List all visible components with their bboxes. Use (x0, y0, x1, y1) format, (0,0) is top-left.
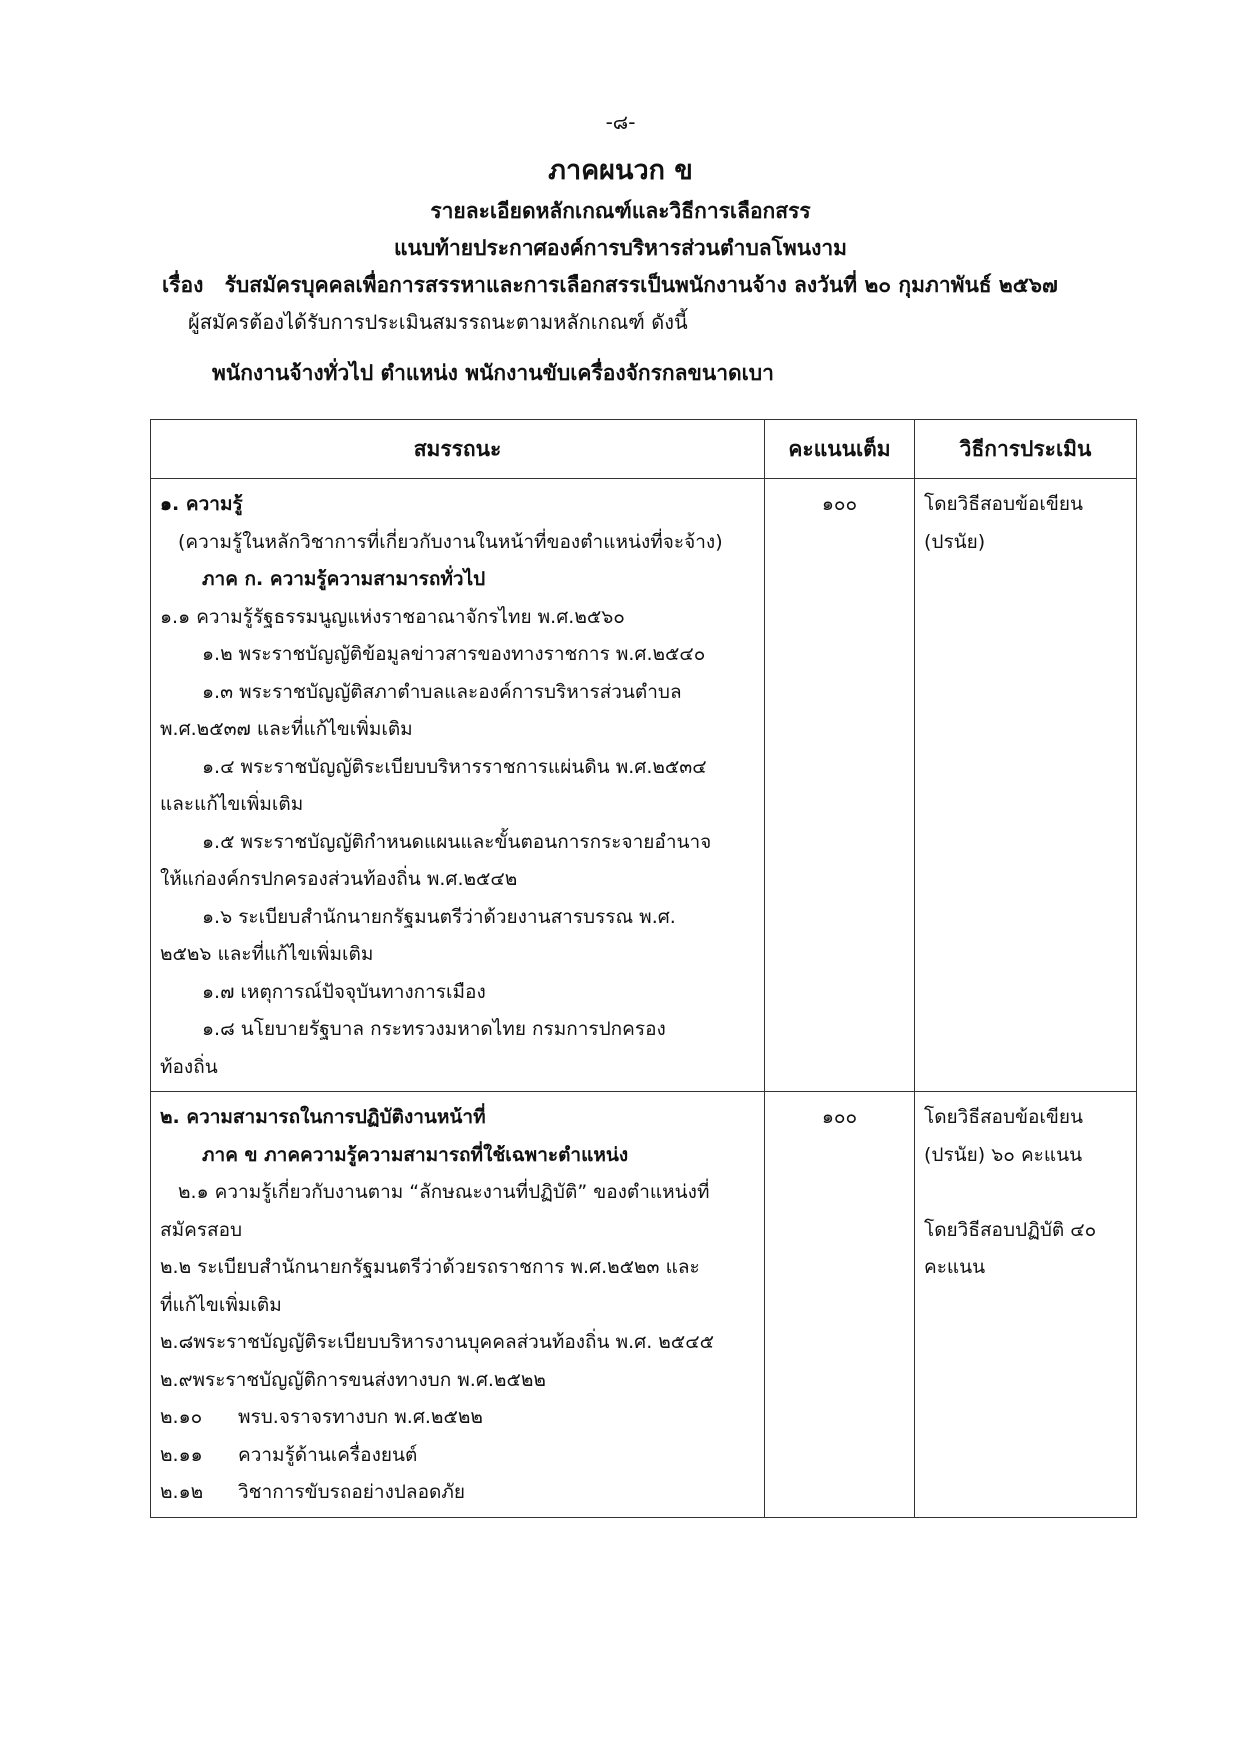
list-item: ๑.๗ เหตุการณ์ปัจจุบันทางการเมือง (202, 980, 486, 1003)
page-number: -๘- (605, 110, 636, 134)
list-item: ๑.๕ พระราชบัญญัติกำหนดแผนและขั้นตอนการกระจายอำนาจ (202, 830, 712, 853)
position-line: พนักงานจ้างทั่วไป ตำแหน่ง พนักงานขับเครื่องจักรกลขนาดเบา (212, 361, 774, 385)
list-item: ๒.๒ ระเบียบสำนักนายกรัฐมนตรีว่าด้วยรถราชการ พ.ศ.๒๕๒๓ และ (160, 1256, 700, 1278)
list-item-number: ๒.๑๒ (160, 1481, 204, 1503)
competency-part: ภาค ก. ความรู้ความสามารถทั่วไป (202, 568, 486, 590)
list-item-continued: พ.ศ.๒๕๓๗ และที่แก้ไขเพิ่มเติม (160, 718, 413, 740)
method-text: โดยวิธีสอบข้อเขียน (924, 1106, 1084, 1128)
subject-text: รับสมัครบุคคลเพื่อการสรรหาและการเลือกสรรเป็นพนักงานจ้าง ลงวันที่ ๒๐ กุมภาพันธ์ ๒๕๖๗ (224, 273, 1058, 297)
intro-text: ผู้สมัครต้องได้รับการประเมินสมรรถนะตามหลักเกณฑ์ ดังนี้ (188, 310, 688, 334)
list-item-continued: สมัครสอบ (160, 1218, 243, 1241)
competency-heading: ๑. ความรู้ (160, 493, 243, 515)
method-text: โดยวิธีสอบข้อเขียน (924, 493, 1084, 515)
competency-part: ภาค ข ภาคความรู้ความสามารถที่ใช้เฉพาะตำแหน่ง (202, 1143, 629, 1166)
competency-cell-knowledge (151, 479, 765, 1092)
competency-cell-ability (151, 1092, 765, 1518)
list-item: ๑.๖ ระเบียบสำนักนายกรัฐมนตรีว่าด้วยงานสารบรรณ พ.ศ. (202, 905, 676, 928)
document-title: ภาคผนวก ข (548, 155, 693, 186)
method-cell (915, 479, 1137, 1092)
list-item (160, 1399, 755, 1437)
list-item-continued: ท้องถิ่น (160, 1055, 218, 1078)
score-cell (765, 479, 915, 1092)
table-row (151, 1092, 1137, 1518)
method-cell (915, 1092, 1137, 1518)
list-item (160, 1474, 755, 1512)
list-item-number: ๒.๑๐ (160, 1406, 203, 1428)
document-subtitle-attachment: แนบท้ายประกาศองค์การบริหารส่วนตำบลโพนงาม (393, 236, 848, 260)
method-text: โดยวิธีสอบปฏิบัติ ๔๐ (924, 1218, 1097, 1241)
list-item-continued: ๒๕๒๖ และที่แก้ไขเพิ่มเติม (160, 943, 374, 965)
header-full-score: คะแนนเต็ม (765, 420, 915, 479)
list-item-text: ความรู้ด้านเครื่องยนต์ (238, 1443, 418, 1466)
list-item: ๑.๔ พระราชบัญญัติระเบียบบริหารราชการแผ่นดิน พ.ศ.๒๕๓๔ (202, 755, 707, 778)
list-item-continued: ที่แก้ไขเพิ่มเติม (160, 1293, 282, 1316)
list-item (160, 1437, 755, 1475)
document-subtitle: รายละเอียดหลักเกณฑ์และวิธีการเลือกสรร (430, 199, 811, 223)
list-item: ๒.๙พระราชบัญญัติการขนส่งทางบก พ.ศ.๒๕๒๒ (160, 1368, 546, 1391)
score-cell (765, 1092, 915, 1518)
list-item: ๑.๓ พระราชบัญญัติสภาตำบลและองค์การบริหารส่วนตำบล (202, 680, 682, 703)
list-item-continued: และแก้ไขเพิ่มเติม (160, 793, 304, 815)
list-item-continued: ให้แก่องค์กรปกครองส่วนท้องถิ่น พ.ศ.๒๕๔๒ (160, 868, 518, 890)
subject-label: เรื่อง (162, 273, 204, 297)
table-row (151, 479, 1137, 1092)
list-item-number: ๒.๑๑ (160, 1443, 203, 1466)
method-text: (ปรนัย) ๖๐ คะแนน (924, 1143, 1083, 1166)
subject-line (162, 269, 1202, 302)
list-item: ๑.๘ นโยบายรัฐบาล กระทรวงมหาดไทย กรมการปกครอง (202, 1018, 666, 1040)
header-method: วิธีการประเมิน (915, 420, 1137, 479)
list-item: ๒.๘พระราชบัญญัติระเบียบบริหารงานบุคคลส่วนท้องถิ่น พ.ศ. ๒๕๔๕ (160, 1331, 714, 1353)
competency-note: (ความรู้ในหลักวิชาการที่เกี่ยวกับงานในหน้าที่ของตำแหน่งที่จะจ้าง) (178, 530, 723, 553)
list-item: ๑.๒ พระราชบัญญัติข้อมูลข่าวสารของทางราชการ พ.ศ.๒๕๔๐ (202, 643, 706, 665)
list-item-text: วิชาการขับรถอย่างปลอดภัย (238, 1481, 465, 1503)
list-item: ๑.๑ ความรู้รัฐธรรมนูญแห่งราชอาณาจักรไทย พ.ศ.๒๕๖๐ (160, 605, 625, 628)
table-header-row (151, 420, 1137, 479)
header-competency: สมรรถนะ (151, 420, 765, 479)
method-spacer (924, 1174, 1129, 1212)
competency-table (150, 419, 1137, 1518)
full-score: ๑๐๐ (821, 1106, 858, 1128)
method-text: คะแนน (924, 1256, 986, 1278)
list-item: ๒.๑ ความรู้เกี่ยวกับงานตาม “ลักษณะงานที่ปฏิบัติ” ของตำแหน่งที่ (178, 1181, 710, 1203)
full-score: ๑๐๐ (821, 493, 858, 515)
method-text: (ปรนัย) (924, 530, 986, 553)
competency-heading: ๒. ความสามารถในการปฏิบัติงานหน้าที่ (160, 1106, 486, 1128)
list-item-text: พรบ.จราจรทางบก พ.ศ.๒๕๒๒ (238, 1406, 483, 1428)
